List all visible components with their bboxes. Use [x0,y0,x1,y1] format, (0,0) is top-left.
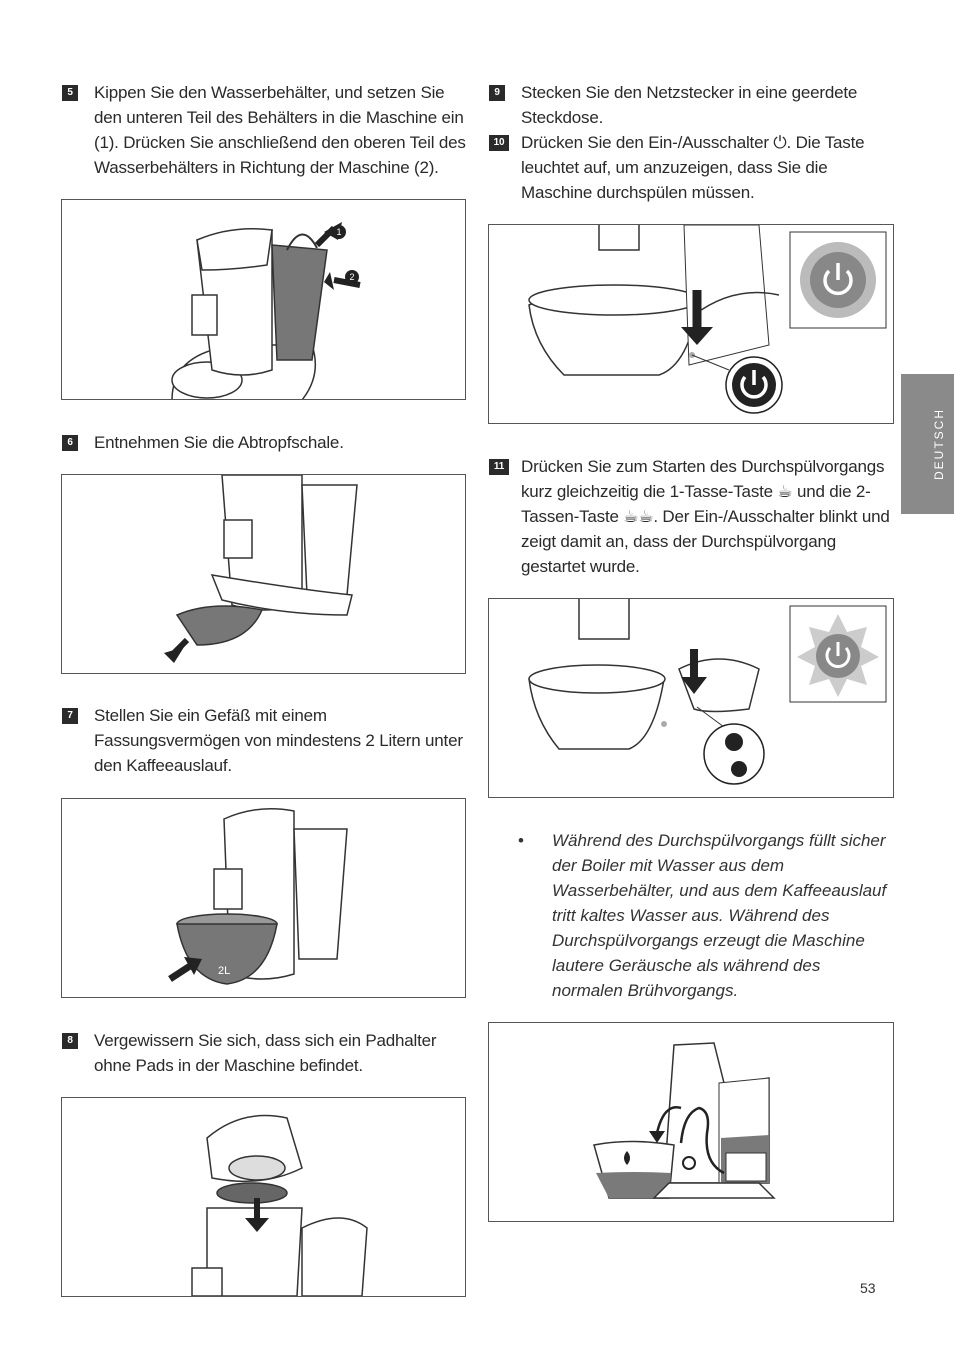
step-6 [62,430,466,455]
figure-water-tank [61,199,466,400]
callout-1: 1 [332,225,346,239]
step-number: 9 [489,85,505,101]
step-text: Drücken Sie zum Starten des Durchspülvorgangs kurz gleichzeitig die 1-Tasse-Taste ☕ und die 2-Tassen-Taste ☕☕. Der Ein-/Ausschalter blinkt und zeigt damit an, dass der Durchspülvorgang gestartet wurde. [521,457,890,576]
step-number: 7 [62,708,78,724]
figure-pod-holder [61,1097,466,1297]
drip-tray-illustration [62,475,465,673]
step-text: Stecken Sie den Netzstecker in eine geerdete Steckdose. [521,83,858,127]
step-text: Entnehmen Sie die Abtropfschale. [94,433,344,452]
power-button-illustration [489,225,893,423]
figure-flush-start [488,598,894,798]
step-text: Drücken Sie den Ein-/Ausschalter ⏻. Die Taste leuchtet auf, um anzuzeigen, dass Sie die Maschine durchspülen müssen. [521,133,865,202]
bullet-marker: • [518,831,524,850]
step-number: 10 [489,135,509,151]
page-number: 53 [860,1280,876,1296]
pod-holder-illustration [62,1098,465,1296]
callout-2: 2 [345,270,359,284]
figure-bowl [61,798,466,998]
step-number: 8 [62,1033,78,1049]
figure-boiler-flow [488,1022,894,1222]
language-tab [901,374,954,514]
step-11 [489,454,893,579]
step-number: 5 [62,85,78,101]
step-number: 11 [489,459,509,475]
figure-power-button [488,224,894,424]
language-label: DEUTSCH [932,408,946,481]
step-text: Kippen Sie den Wasserbehälter, und setzen Sie den unteren Teil des Behälters in die Maschine ein (1). Drücken Sie anschließend den oberen Teil des Wasserbehälters in Richtung der Maschine (2). [94,83,466,177]
flush-note [520,828,890,1003]
figure-drip-tray [61,474,466,674]
step-text: Stellen Sie ein Gefäß mit einem Fassungsvermögen von mindestens 2 Litern unter den Kaffeeauslauf. [94,706,463,775]
flush-start-illustration [489,599,893,797]
step-10 [489,130,893,205]
step-5 [62,80,466,180]
bowl-illustration [62,799,465,997]
water-tank-illustration [62,200,465,399]
step-number: 6 [62,435,78,451]
step-9 [489,80,893,130]
step-text: Vergewissern Sie sich, dass sich ein Padhalter ohne Pads in der Maschine befindet. [94,1031,437,1075]
note-text: Während des Durchspülvorgangs füllt sicher der Boiler mit Wasser aus dem Wasserbehälter, und aus dem Kaffeeauslauf tritt kaltes Wasser aus. Während des Durchspülvorgangs erzeugt die Maschine lautere Geräusche als während des normalen Brühvorgangs. [552,831,887,1000]
step-7 [62,703,466,778]
boiler-flow-illustration [489,1023,893,1221]
step-8 [62,1028,466,1078]
bowl-volume-label: 2L [218,965,231,977]
